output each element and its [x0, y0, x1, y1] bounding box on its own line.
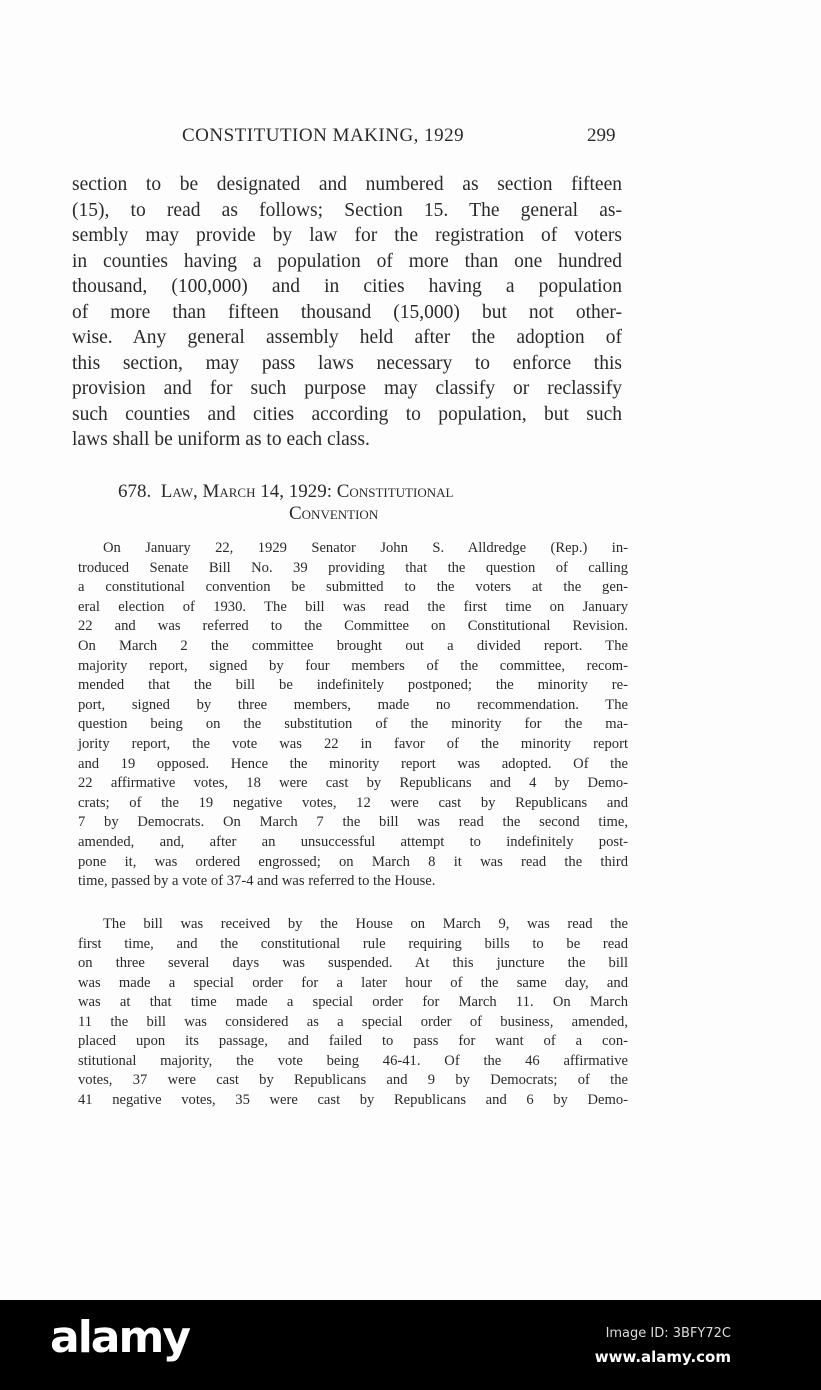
- text-line: crats; of the 19 negative votes, 12 were cast by Republicans and: [78, 794, 628, 811]
- text-line: 22 affirmative votes, 18 were cast by Republicans and 4 by Demo-: [78, 775, 628, 792]
- section-title: Law, March 14, 1929: Constitutional: [160, 481, 454, 502]
- text-line: laws shall be uniform as to each class.: [72, 429, 370, 450]
- section-heading-line2: Convention: [289, 503, 379, 524]
- text-line: 41 negative votes, 35 were cast by Republicans and 6 by Demo-: [78, 1091, 628, 1108]
- text-line: troduced Senate Bill No. 39 providing that the question of calling: [78, 559, 628, 576]
- text-line: of more than fifteen thousand (15,000) but not other-: [72, 301, 622, 323]
- section-heading-line1: [118, 481, 453, 503]
- text-line: in counties having a population of more than one hundred: [72, 250, 622, 272]
- text-line: The bill was received by the House on March 9, was read the: [103, 916, 628, 932]
- text-line: mended that the bill be indefinitely postponed; the minority re-: [78, 677, 628, 694]
- text-line: section to be designated and numbered as section fifteen: [72, 174, 622, 195]
- image-id: Image ID: 3BFY72C: [605, 1326, 731, 1341]
- text-line: jority report, the vote was 22 in favor of the minority report: [78, 736, 628, 752]
- text-line: pone it, was ordered engrossed; on March 8 it was read the third: [78, 853, 628, 870]
- text-line: was at that time made a special order for March 11. On March: [78, 994, 628, 1010]
- text-line: majority report, signed by four members of the committee, recom-: [78, 657, 628, 674]
- text-line: port, signed by three members, made no recommendation. The: [78, 696, 628, 713]
- site-url: www.alamy.com: [594, 1348, 731, 1366]
- text-line: sembly may provide by law for the registration of voters: [72, 225, 622, 246]
- text-line: (15), to read as follows; Section 15. The general as-: [72, 199, 622, 221]
- text-line: first time, and the constitutional rule requiring bills to be read: [78, 935, 628, 952]
- text-line: this section, may pass laws necessary to enforce this: [72, 352, 622, 374]
- text-line: question being on the substitution of the minority for the ma-: [78, 716, 628, 733]
- text-line: placed upon its passage, and failed to pass for want of a con-: [78, 1033, 628, 1049]
- text-line: amended, and, after an unsuccessful attempt to indefinitely post-: [78, 834, 628, 850]
- text-line: On January 22, 1929 Senator John S. Alldredge (Rep.) in-: [103, 540, 628, 556]
- text-line: and 19 opposed. Hence the minority report was adopted. Of the: [78, 755, 628, 772]
- text-line: 11 the bill was considered as a special order of business, amended,: [78, 1013, 628, 1030]
- page-number: 299: [587, 125, 616, 146]
- text-line: 22 and was referred to the Committee on Constitutional Revision.: [78, 618, 628, 635]
- watermark-bar: [0, 1300, 821, 1390]
- alamy-logo: alamy: [50, 1312, 189, 1363]
- text-line: thousand, (100,000) and in cities having a population: [72, 276, 622, 297]
- section-number: 678.: [118, 481, 152, 502]
- text-line: such counties and cities according to population, but such: [72, 403, 622, 425]
- text-line: 7 by Democrats. On March 7 the bill was read the second time,: [78, 814, 628, 831]
- running-title: CONSTITUTION MAKING, 1929: [182, 125, 465, 146]
- text-line: a constitutional convention be submitted to the voters at the gen-: [78, 579, 628, 596]
- text-line: stitutional majority, the vote being 46-41. Of the 46 affirmative: [78, 1052, 628, 1069]
- text-line: provision and for such purpose may classify or reclassify: [72, 378, 622, 399]
- text-line: eral election of 1930. The bill was read the first time on January: [78, 598, 628, 615]
- text-line: was made a special order for a later hour of the same day, and: [78, 974, 628, 991]
- text-line: votes, 37 were cast by Republicans and 9 by Democrats; of the: [78, 1072, 628, 1088]
- text-line: wise. Any general assembly held after the adoption of: [72, 327, 622, 348]
- text-line: On March 2 the committee brought out a divided report. The: [78, 638, 628, 654]
- text-line: on three several days was suspended. At this juncture the bill: [78, 955, 628, 971]
- text-line: time, passed by a vote of 37-4 and was referred to the House.: [78, 873, 436, 890]
